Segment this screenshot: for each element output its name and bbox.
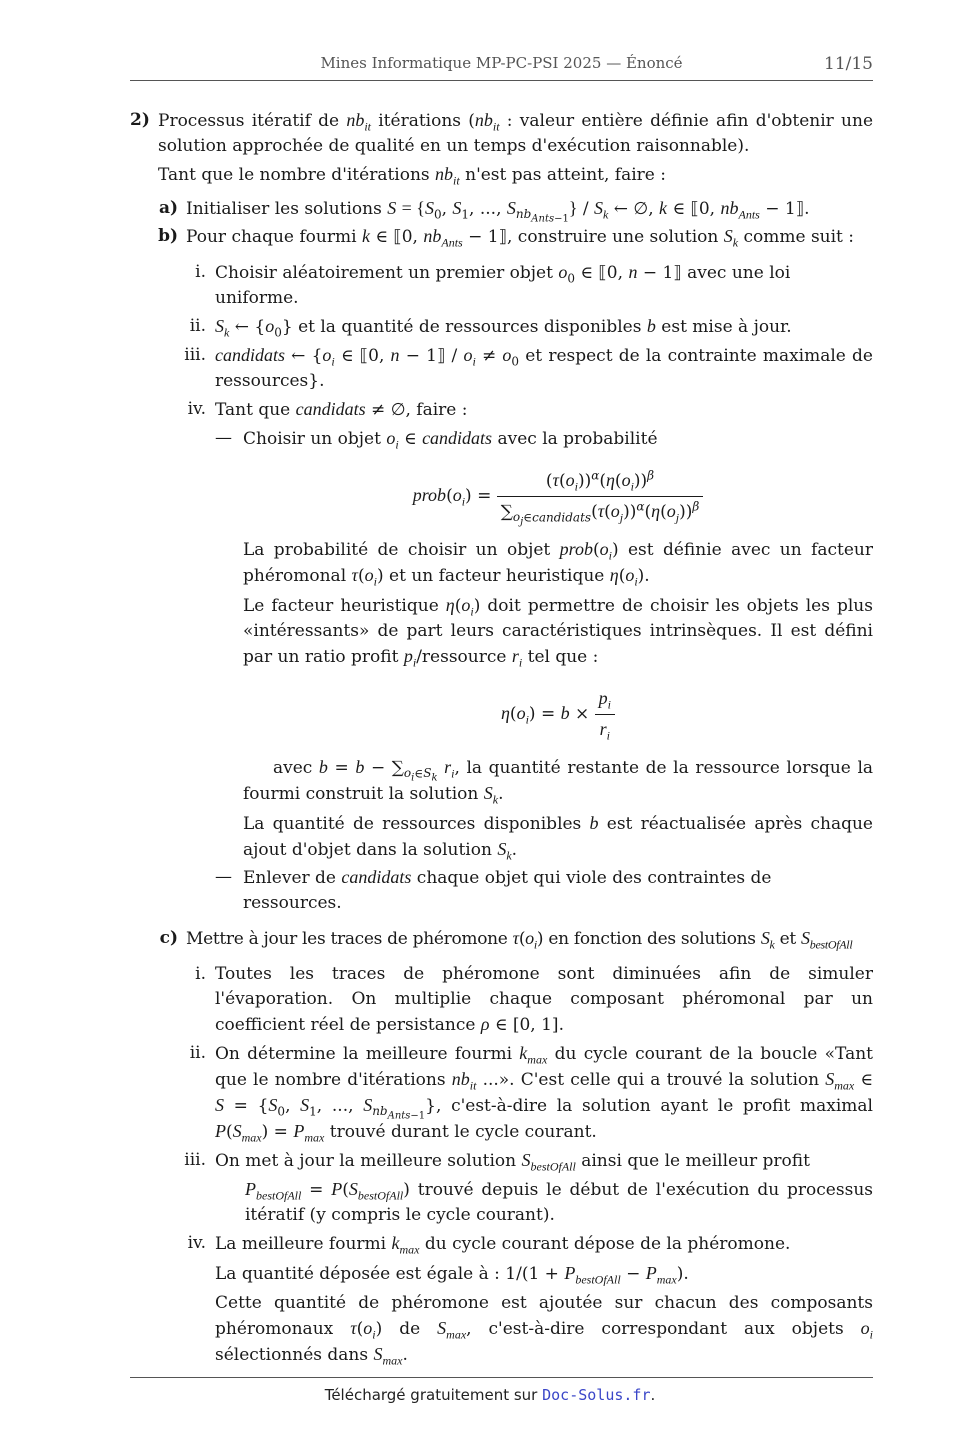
probability-formula: $prob(o_i)$ = $\frac{(\tau(o_i))^\alpha(\eta(o_i))^\beta}{\sum_{o_j\in candidats}(\tau(o_j))^\alpha(\eta(o_j))^\beta}$ [243,468,873,525]
page-body [130,108,873,1368]
step-c-label: c) [159,928,178,948]
step-c-ii-label: ii. [189,1043,206,1063]
step-b-i-label: i. [195,262,206,282]
step-b-iii [130,343,873,394]
step-c-iii-text-2: $P_{bestOfAll} = P(S_{bestOfAll})$ trouvé depuis le début de l'exécution du processus itératif (y compris le cycle courant). [245,1179,873,1225]
step-c-iii [130,1148,873,1228]
question-2 [130,108,873,188]
paragraph-probability: La probabilité de choisir un objet $prob(o_i)$ est définie avec un facteur phéromonal $\tau(o_i)$ et un facteur heuristique $\eta(o_i)$. [243,539,873,589]
question-2-label: 2) [130,110,150,130]
step-c-iv-text-3: Cette quantité de phéromone est ajoutée sur chacun des composants phéromonaux $\tau(o_i)$ de $S_{max}$, c'est-à-dire correspondant aux objets $o_i$ sélectionnés dans $S_{max}$. [215,1293,873,1368]
step-b-iii-text: candidats ← {$o_i$ ∈ ⟦0, n − 1⟧ / $o_i \ne o_0$ et respect de la contrainte maximale de ressources}. [215,345,873,391]
step-c-ii-text: On détermine la meilleure fourmi $k_{max}$ du cycle courant de la boucle «Tant que le nombre d'itérations $nb_{it}$ ...». C'est celle qui a trouvé la solution $S_{max}$ ∈ $S = \{S_0$, $S_1$, ..., $S_{nb_{Ants-1}}$}, c'est-à-dire la solution ayant le profit maximal $P(S_{max}) = P_{max}$ trouvé durant le cycle courant. [215,1043,873,1145]
dash-marker: — [215,867,232,887]
bullet-2-text: Enlever de candidats chaque objet qui viole des contraintes de ressources. [243,867,772,913]
step-c-iii-label: iii. [184,1150,206,1170]
step-c-ii [130,1041,873,1145]
step-b [130,224,873,250]
question-2-loop: Tant que le nombre d'itérations $nb_{it}$ n'est pas atteint, faire : [158,164,666,188]
heuristic-formula: $\eta(o_i) = b$ × $\frac{p_i}{r_i}$ [243,686,873,743]
step-c-i [130,962,873,1038]
step-c-text: Mettre à jour les traces de phéromone $\tau(o_i)$ en fonction des solutions $S_k$ et $S_{bestOfAll}$ [186,928,853,952]
step-c-iv-text-1: La meilleure fourmi $k_{max}$ du cycle courant dépose de la phéromone. [215,1233,791,1257]
step-b-i [130,260,873,311]
step-b-iv-text: Tant que candidats ≠ ∅, faire : [215,399,468,420]
step-a-label: a) [158,198,178,218]
step-b-i-text: Choisir aléatoirement un premier objet $o_0$ ∈ ⟦0, n − 1⟧ avec une loi uniforme. [215,262,791,308]
step-c-i-text: Toutes les traces de phéromone sont diminuées afin de simuler l'évaporation. On multiplie chaque composant phéromonal par un coefficient réel de persistance ρ ∈ [0, 1]. [215,964,873,1035]
step-b-iv-bullet-1 [130,426,873,863]
step-b-ii [130,314,873,340]
step-c [130,926,873,952]
step-b-iv-bullet-2 [130,865,873,916]
step-b-label: b) [158,226,178,246]
step-c-i-label: i. [195,964,206,984]
step-b-iii-label: iii. [184,345,206,365]
page-footer [0,1386,980,1404]
step-b-iv [130,397,873,423]
step-c-iii-text-1: On met à jour la meilleure solution $S_{bestOfAll}$ ainsi que le meilleur profit [215,1150,810,1174]
document-title: Mines Informatique MP-PC-PSI 2025 — Énoncé [320,54,683,72]
step-a [130,196,873,225]
paragraph-heuristic: Le facteur heuristique $\eta(o_i)$ doit permettre de choisir les objets les plus «intéressants» de part leurs caractéristiques intrinsèques. Il est défini par un ratio profit $p_i$/ressource $r_i$ tel que : [243,595,873,670]
step-c-iv-label: iv. [187,1233,206,1253]
paragraph-update: La quantité de ressources disponibles b est réactualisée après chaque ajout d'objet dans la solution $S_k$. [243,813,873,863]
step-a-text: Initialiser les solutions $S = \{S_0$, $S_1$, ..., $S_{nb_{Ants-1}}\} / S_k$ ← ∅, k ∈ ⟦0, $nb_{Ants}$ − 1⟧. [186,198,810,225]
bullet-1-text: Choisir un objet $o_i$ ∈ candidats avec la probabilité [243,428,658,452]
footer-rule [130,1377,873,1378]
page-number: 11/15 [824,54,873,74]
step-b-ii-text: $S_k$ ← $\{o_0\}$ et la quantité de ressources disponibles b est mise à jour. [215,316,792,340]
step-b-ii-label: ii. [189,316,206,336]
step-c-iv-text-2: La quantité déposée est égale à : $1/(1 + P_{bestOfAll} - P_{max})$. [215,1263,689,1287]
question-2-intro: Processus itératif de $nb_{it}$ itérations ($nb_{it}$ : valeur entière définie afin d'obtenir une solution approchée de qualité en un temps d'exécution raisonnable). [158,110,874,156]
paragraph-remaining: avec $b = b - \sum_{o_i\in S_k}$ $r_i$, la quantité restante de la ressource lorsque la fourmi construit la solution $S_k$. [243,757,874,807]
step-b-text: Pour chaque fourmi k ∈ ⟦0, $nb_{Ants}$ − 1⟧, construire une solution $S_k$ comme suit : [186,226,855,250]
footer-link[interactable]: Doc-Solus.fr [542,1386,651,1404]
footer-text: Téléchargé gratuitement sur [324,1386,538,1404]
step-c-iv [130,1231,873,1368]
footer-end: . [650,1386,656,1404]
page-header [130,54,873,81]
step-b-iv-label: iv. [187,399,206,419]
dash-marker: — [215,428,232,448]
